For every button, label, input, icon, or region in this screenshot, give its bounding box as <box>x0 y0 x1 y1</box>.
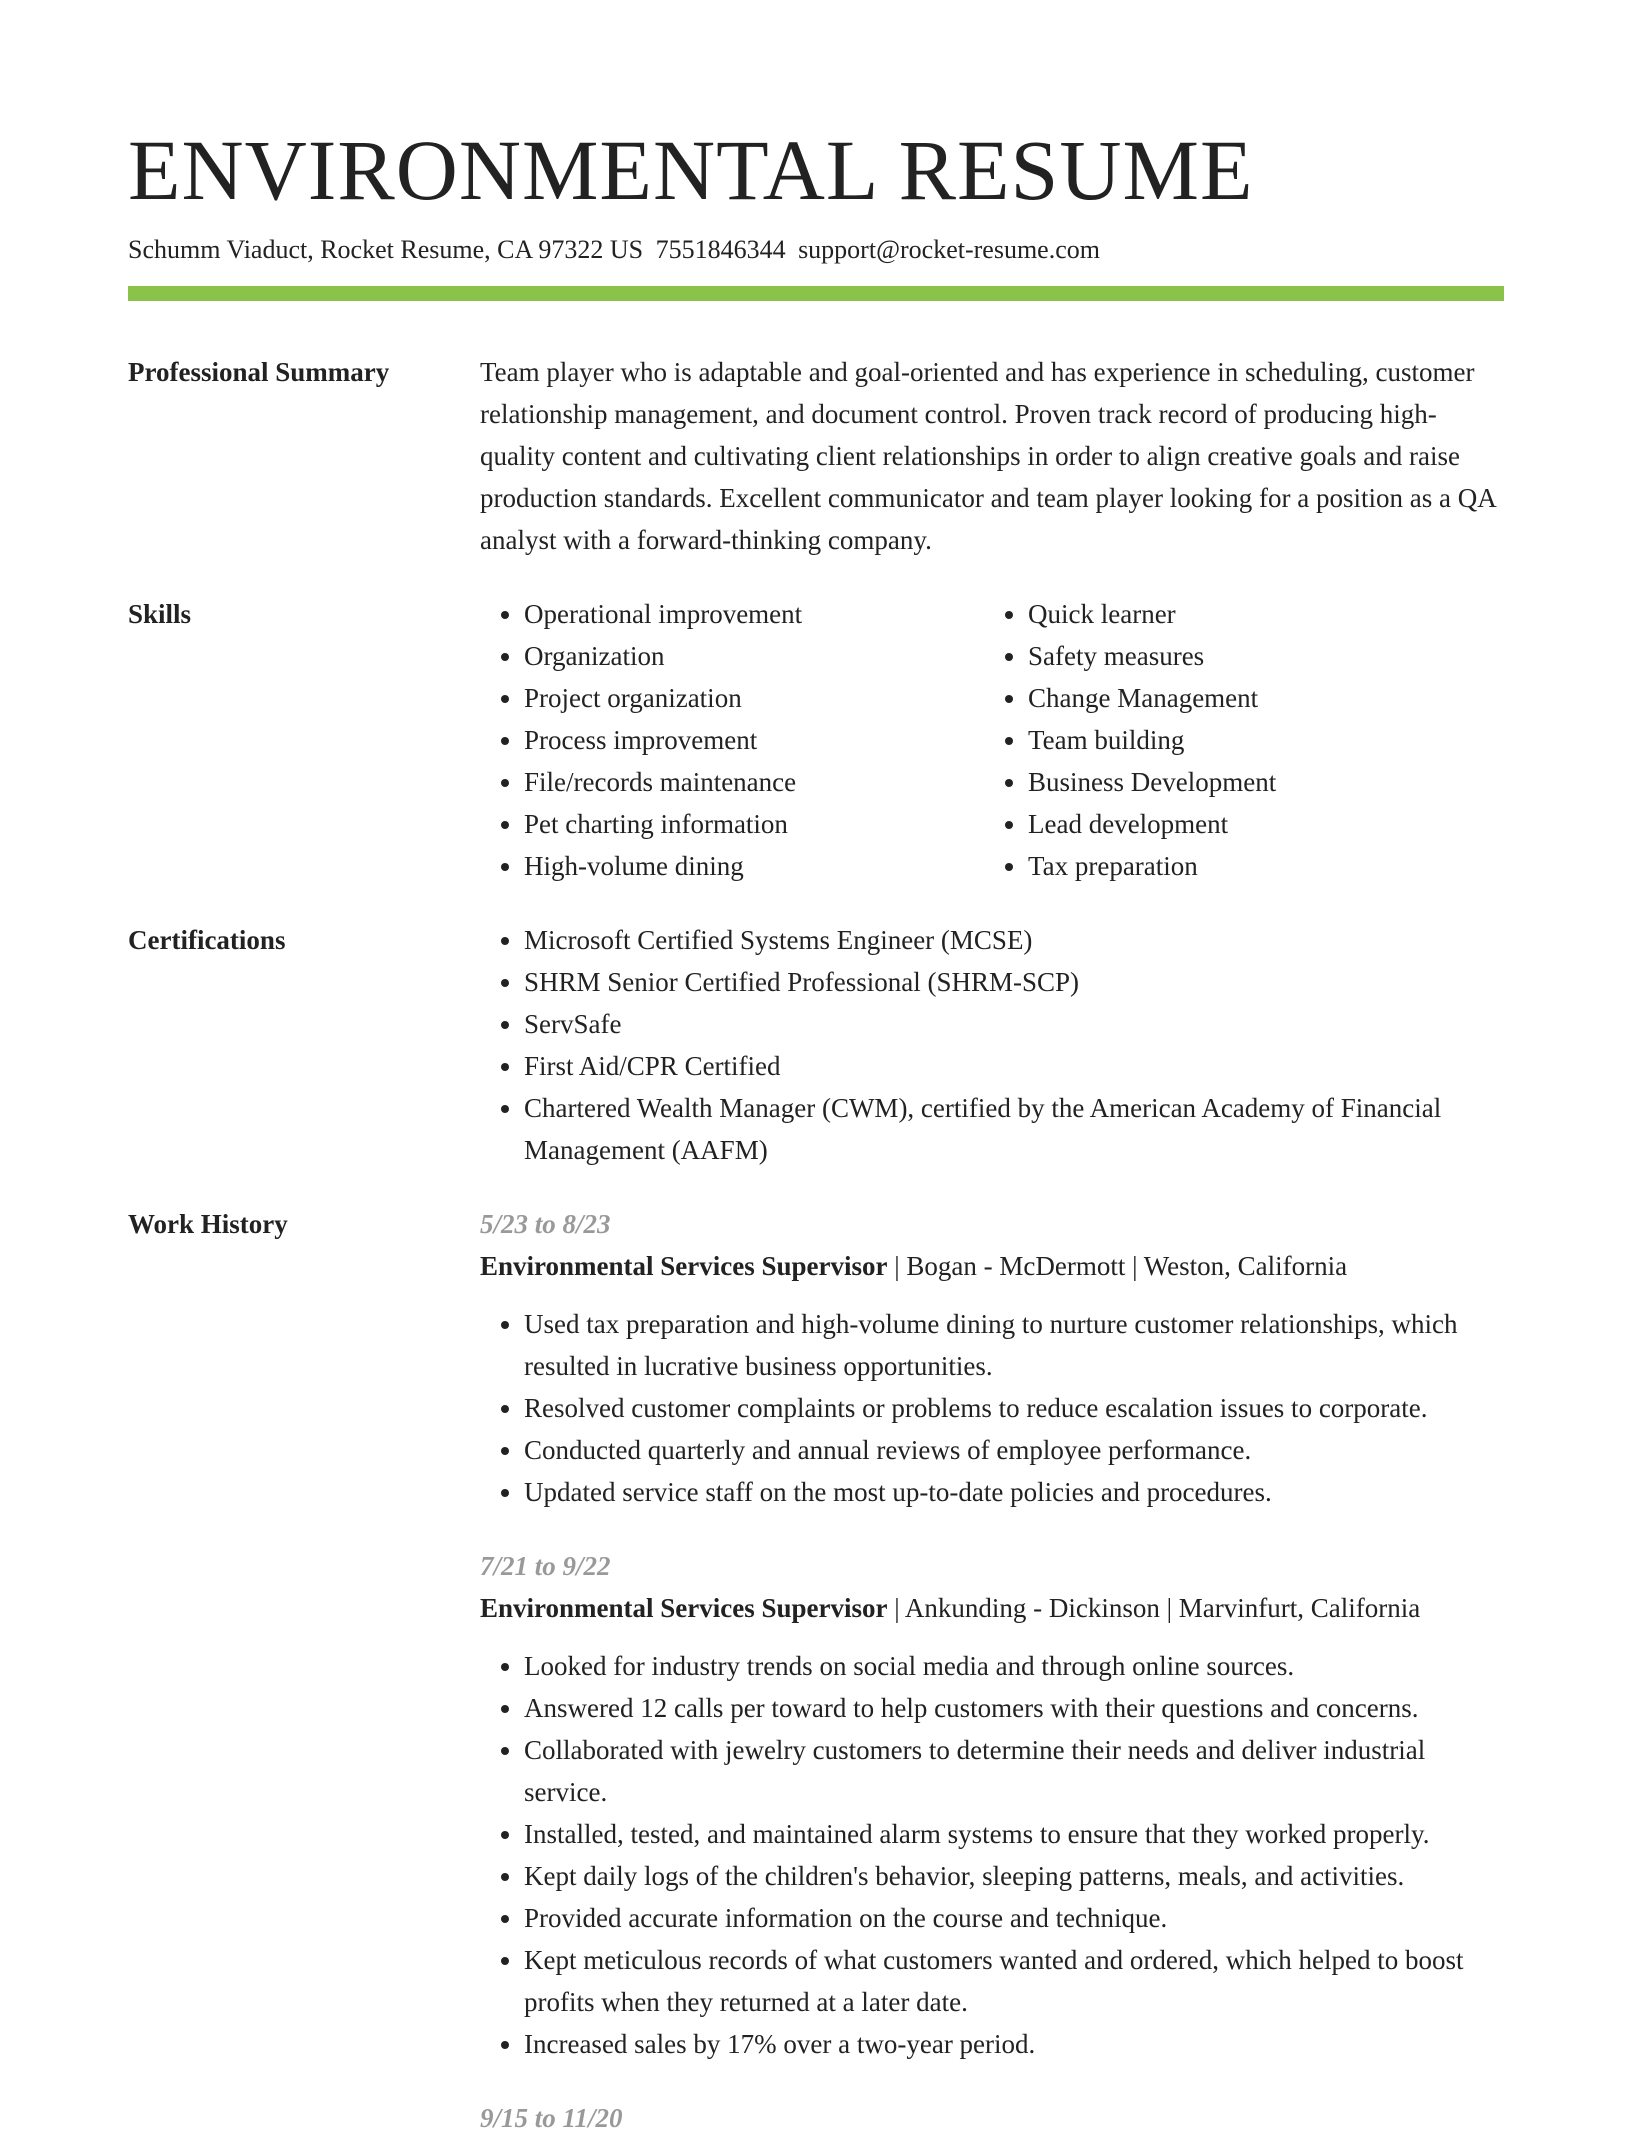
job-dates: 9/15 to 11/20 <box>480 2103 623 2133</box>
skill-item: • Pet charting information <box>524 803 984 845</box>
job-employer-location: | Ankunding - Dickinson | Marvinfurt, California <box>887 1593 1421 1623</box>
job-title: Environmental Services Supervisor <box>480 1593 888 1623</box>
resume-title: ENVIRONMENTAL RESUME <box>128 122 1254 218</box>
skill-item: • Lead development <box>1028 803 1488 845</box>
certification-item: • Chartered Wealth Manager (CWM), certified by the American Academy of Financial Management (AAFM) <box>524 1087 1504 1171</box>
job-dates: 7/21 to 9/22 <box>480 1551 611 1581</box>
skill-item: • Team building <box>1028 719 1488 761</box>
skill-item: • Change Management <box>1028 677 1488 719</box>
job-bullet: • Answered 12 calls per toward to help customers with their questions and concerns. <box>524 1687 1504 1729</box>
job-bullets <box>480 1645 1504 2065</box>
skill-item: • Project organization <box>524 677 984 719</box>
job-bullet: • Kept daily logs of the children's behavior, sleeping patterns, meals, and activities. <box>524 1855 1504 1897</box>
certifications-section <box>128 919 1504 1171</box>
job-entry <box>480 1545 1504 2065</box>
skills-list-left <box>480 593 984 887</box>
job-entry <box>480 1203 1504 1513</box>
job-heading <box>480 1245 1504 1287</box>
certifications-heading: Certifications <box>128 925 286 955</box>
job-entry <box>480 2097 1504 2139</box>
job-bullet: • Used tax preparation and high-volume dining to nurture customer relationships, which resulted in lucrative business opportunities. <box>524 1303 1504 1387</box>
job-bullet: • Resolved customer complaints or problems to reduce escalation issues to corporate. <box>524 1387 1504 1429</box>
certification-item: • ServSafe <box>524 1003 1504 1045</box>
job-dates: 5/23 to 8/23 <box>480 1209 611 1239</box>
certifications-list <box>480 919 1504 1171</box>
summary-text: Team player who is adaptable and goal-oriented and has experience in scheduling, customer relationship management, and document control. Proven track record of producing high-quality content and cultivating client relationships in order to align creative goals and raise production standards. Excellent communicator and team player looking for a position as a QA analyst with a forward-thinking company. <box>480 357 1496 555</box>
address: Schumm Viaduct, Rocket Resume, CA 97322 US <box>128 235 644 264</box>
skill-item: • File/records maintenance <box>524 761 984 803</box>
job-bullet: • Conducted quarterly and annual reviews of employee performance. <box>524 1429 1504 1471</box>
summary-heading: Professional Summary <box>128 357 390 387</box>
summary-section <box>128 351 1504 561</box>
job-employer-location: | Bogan - McDermott | Weston, California <box>887 1251 1348 1281</box>
work-history-section <box>128 1203 1504 2139</box>
job-heading <box>480 1587 1504 1629</box>
certification-item: • First Aid/CPR Certified <box>524 1045 1504 1087</box>
contact-line <box>128 234 1504 266</box>
email-address: support@rocket-resume.com <box>798 235 1100 264</box>
skill-item: • High-volume dining <box>524 845 984 887</box>
job-bullet: • Looked for industry trends on social media and through online sources. <box>524 1645 1504 1687</box>
certification-item: • Microsoft Certified Systems Engineer (MCSE) <box>524 919 1504 961</box>
job-bullet: • Increased sales by 17% over a two-year period. <box>524 2023 1504 2065</box>
job-bullet: • Collaborated with jewelry customers to determine their needs and deliver industrial service. <box>524 1729 1504 1813</box>
skill-item: • Operational improvement <box>524 593 984 635</box>
skill-item: • Quick learner <box>1028 593 1488 635</box>
job-bullets <box>480 1303 1504 1513</box>
header-divider <box>128 286 1504 301</box>
resume-page <box>128 0 1504 2139</box>
skill-item: • Organization <box>524 635 984 677</box>
certification-item: • SHRM Senior Certified Professional (SHRM-SCP) <box>524 961 1504 1003</box>
skill-item: • Process improvement <box>524 719 984 761</box>
job-title: Environmental Services Supervisor <box>480 1251 888 1281</box>
skills-section <box>128 593 1504 887</box>
job-bullet: • Provided accurate information on the course and technique. <box>524 1897 1504 1939</box>
phone-number: 7551846344 <box>655 235 786 264</box>
skills-grid <box>480 593 1504 887</box>
job-bullet: • Installed, tested, and maintained alarm systems to ensure that they worked properly. <box>524 1813 1504 1855</box>
work-history-heading: Work History <box>128 1209 288 1239</box>
job-bullet: • Updated service staff on the most up-to-date policies and procedures. <box>524 1471 1504 1513</box>
skill-item: • Tax preparation <box>1028 845 1488 887</box>
skills-heading: Skills <box>128 599 192 629</box>
skill-item: • Business Development <box>1028 761 1488 803</box>
skill-item: • Safety measures <box>1028 635 1488 677</box>
skills-list-right <box>984 593 1488 887</box>
job-bullet: • Kept meticulous records of what customers wanted and ordered, which helped to boost profits when they returned at a later date. <box>524 1939 1504 2023</box>
